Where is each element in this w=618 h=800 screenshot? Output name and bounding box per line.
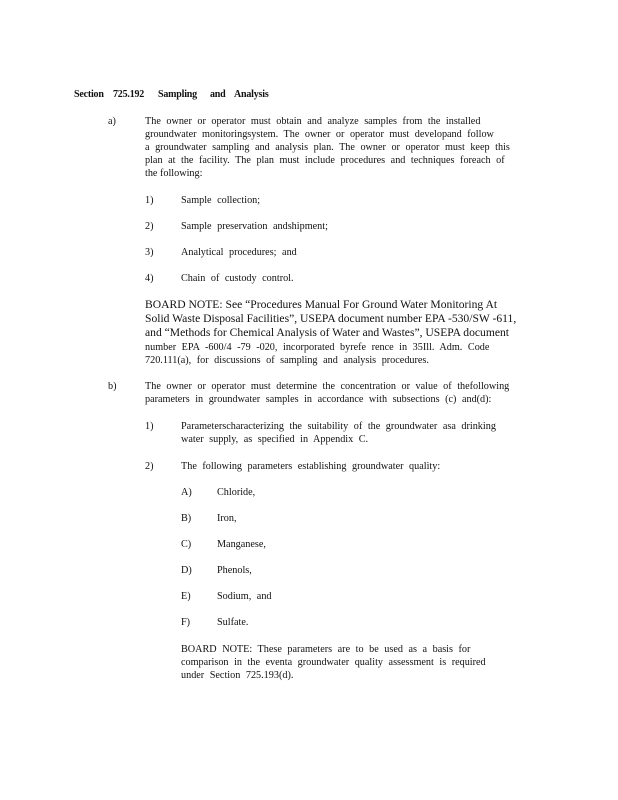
- board-note-line: BOARD NOTE: These parameters are to be used as a basis for: [181, 644, 471, 655]
- subsection-a-line: groundwater monitoringsystem. The owner or operator must developand follow: [145, 129, 494, 140]
- section-number: 725.192: [113, 89, 145, 100]
- list-item-marker: 1): [145, 421, 154, 432]
- list-item-line: water supply, as specified in Appendix C.: [181, 434, 369, 445]
- sub-list-item-marker: C): [181, 539, 192, 550]
- list-item-text: Sample preservation andshipment;: [181, 221, 328, 232]
- board-note-line: Solid Waste Disposal Facilities”, USEPA document number EPA -530/SW -611,: [145, 312, 517, 325]
- subsection-b-marker: b): [108, 381, 117, 392]
- list-item-text: Analytical procedures; and: [181, 247, 297, 258]
- subsection-a-marker: a): [108, 116, 116, 127]
- board-note-line: and “Methods for Chemical Analysis of Water and Wastes”, USEPA document: [145, 326, 510, 339]
- sub-list-item-text: Sodium, and: [217, 591, 272, 602]
- sub-list-item-marker: E): [181, 591, 191, 602]
- board-note-line: comparison in the eventa groundwater quality assessment is required: [181, 657, 486, 668]
- list-item-line: Parameterscharacterizing the suitability of the groundwater asa drinking: [181, 421, 496, 432]
- subsection-a-line: the following:: [145, 168, 203, 179]
- board-note-line: BOARD NOTE: See “Procedures Manual For Ground Water Monitoring At: [145, 298, 498, 311]
- sub-list-item-marker: B): [181, 513, 192, 524]
- subsection-a-line: The owner or operator must obtain and analyze samples from the installed: [145, 116, 481, 127]
- sub-list-item-marker: F): [181, 617, 191, 628]
- section-label: Section: [74, 89, 104, 100]
- board-note-line: 720.111(a), for discussions of sampling and analysis procedures.: [145, 355, 429, 366]
- board-note-line: under Section 725.193(d).: [181, 670, 294, 681]
- list-item-text: Chain of custody control.: [181, 273, 294, 284]
- section-title-word-1: Sampling: [158, 89, 197, 100]
- subsection-a-line: a groundwater sampling and analysis plan. The owner or operator must keep this: [145, 142, 510, 153]
- list-item-text: Sample collection;: [181, 195, 261, 206]
- list-item-marker: 2): [145, 461, 154, 472]
- sub-list-item-text: Chloride,: [217, 487, 256, 498]
- subsection-b-line: parameters in groundwater samples in accordance with subsections (c) and(d):: [145, 394, 492, 405]
- list-item-text: The following parameters establishing groundwater quality:: [181, 461, 441, 472]
- sub-list-item-marker: D): [181, 565, 192, 576]
- subsection-b-line: The owner or operator must determine the concentration or value of thefollowing: [145, 381, 510, 392]
- board-note-line: number EPA -600/4 -79 -020, incorporated byrefe rence in 35Ill. Adm. Code: [145, 342, 490, 353]
- list-item-marker: 3): [145, 247, 154, 258]
- sub-list-item-marker: A): [181, 487, 192, 498]
- section-title-word-2: and: [210, 89, 226, 100]
- sub-list-item-text: Phenols,: [217, 565, 252, 576]
- sub-list-item-text: Manganese,: [217, 539, 266, 550]
- subsection-a-line: plan at the facility. The plan must include procedures and techniques foreach of: [145, 155, 505, 166]
- list-item-marker: 1): [145, 195, 154, 206]
- section-title-word-3: Analysis: [234, 89, 269, 100]
- list-item-marker: 4): [145, 273, 154, 284]
- sub-list-item-text: Sulfate.: [217, 617, 249, 628]
- sub-list-item-text: Iron,: [217, 513, 237, 524]
- list-item-marker: 2): [145, 221, 154, 232]
